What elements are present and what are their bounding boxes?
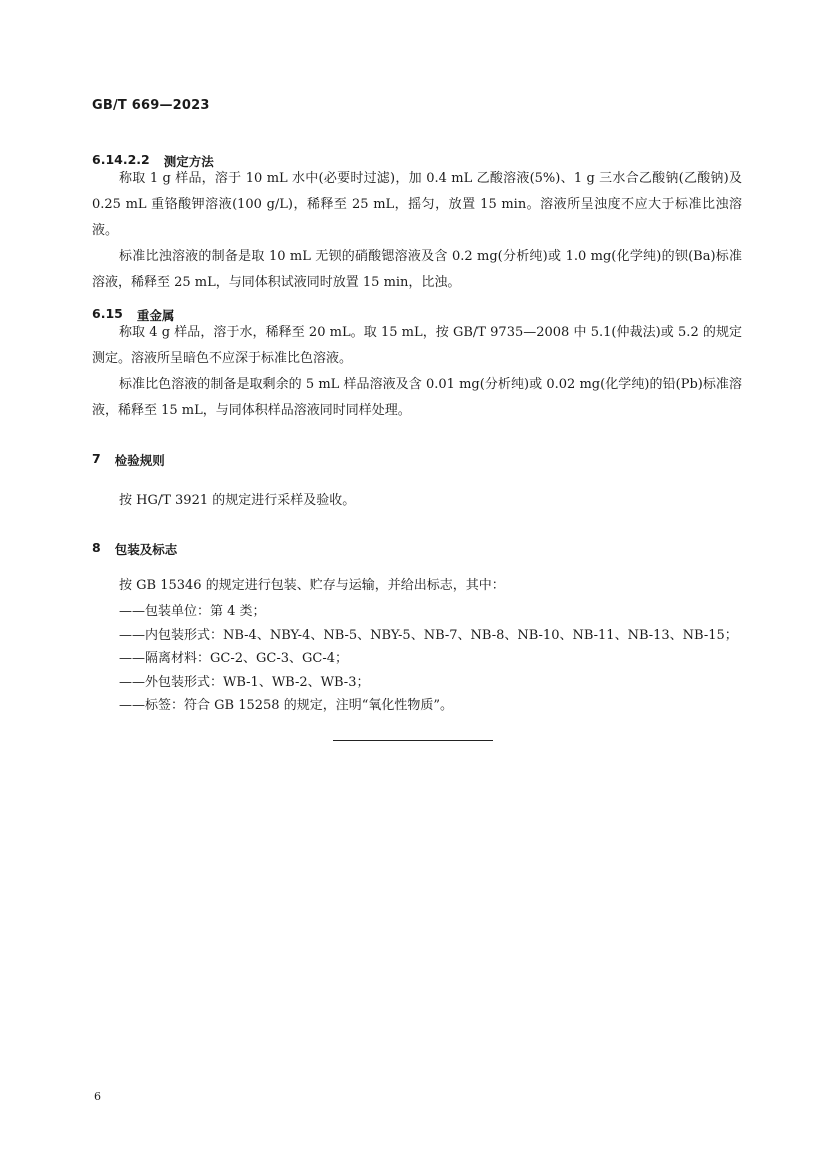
list-item: ——外包装形式：WB-1、WB-2、WB-3； xyxy=(119,674,370,690)
section-title: 重金属 xyxy=(136,308,175,323)
list-item: ——隔离材料：GC-2、GC-3、GC-4； xyxy=(119,651,348,666)
list-item: ——包装单位：第 4 类； xyxy=(119,604,266,619)
section-number: 6.14.2.2 xyxy=(92,152,150,167)
end-rule xyxy=(333,740,493,741)
section-title: 包装及标志 xyxy=(114,542,178,557)
section-heading-8 xyxy=(92,540,177,558)
list-item: ——内包装形式：NB-4、NBY-4、NB-5、NBY-5、NB-7、NB-8、NB-10、NB-11、NB-13、NB-15； xyxy=(119,627,738,643)
paragraph: 标准比浊溶液的制备是取 10 mL 无钡的硝酸锶溶液及含 0.2 mg(分析纯)或 1.0 mg(化学纯)的钡(Ba)标准溶液，稀释至 25 mL，与同体积试液同时放置 15 min，比浊。 xyxy=(92,249,742,290)
section-title: 测定方法 xyxy=(163,154,214,169)
page-number: 6 xyxy=(94,1090,101,1103)
paragraph: 称取 1 g 样品，溶于 10 mL 水中(必要时过滤)，加 0.4 mL 乙酸溶液(5%)、1 g 三水合乙酸钠(乙酸钠)及 0.25 mL 重铬酸钾溶液(100 g/L)，稀释至 25 mL，摇匀，放置 15 min。溶液所呈浊度不应大于标准比浊溶液。 xyxy=(92,171,742,238)
section-number: 6.15 xyxy=(92,306,123,321)
paragraph: 按 GB 15346 的规定进行包装、贮存与运输，并给出标志，其中： xyxy=(119,578,505,593)
packaging-list xyxy=(119,600,739,718)
list-item: ——标签：符合 GB 15258 的规定，注明“氧化性物质”。 xyxy=(119,698,453,713)
section-title: 检验规则 xyxy=(114,453,165,468)
section-number: 7 xyxy=(92,451,101,466)
paragraph: 称取 4 g 样品，溶于水，稀释至 20 mL。取 15 mL，按 GB/T 9735—2008 中 5.1(仲裁法)或 5.2 的规定测定。溶液所呈暗色不应深于标准比色溶液。 xyxy=(92,325,742,366)
section-heading-7 xyxy=(92,451,165,469)
paragraph: 按 HG/T 3921 的规定进行采样及验收。 xyxy=(119,493,356,508)
paragraph: 标准比色溶液的制备是取剩余的 5 mL 样品溶液及含 0.01 mg(分析纯)或 0.02 mg(化学纯)的铅(Pb)标准溶液，稀释至 15 mL，与同体积样品溶液同时同样处理。 xyxy=(92,377,742,418)
standard-code: GB/T 669—2023 xyxy=(92,98,210,113)
section-number: 8 xyxy=(92,540,101,555)
